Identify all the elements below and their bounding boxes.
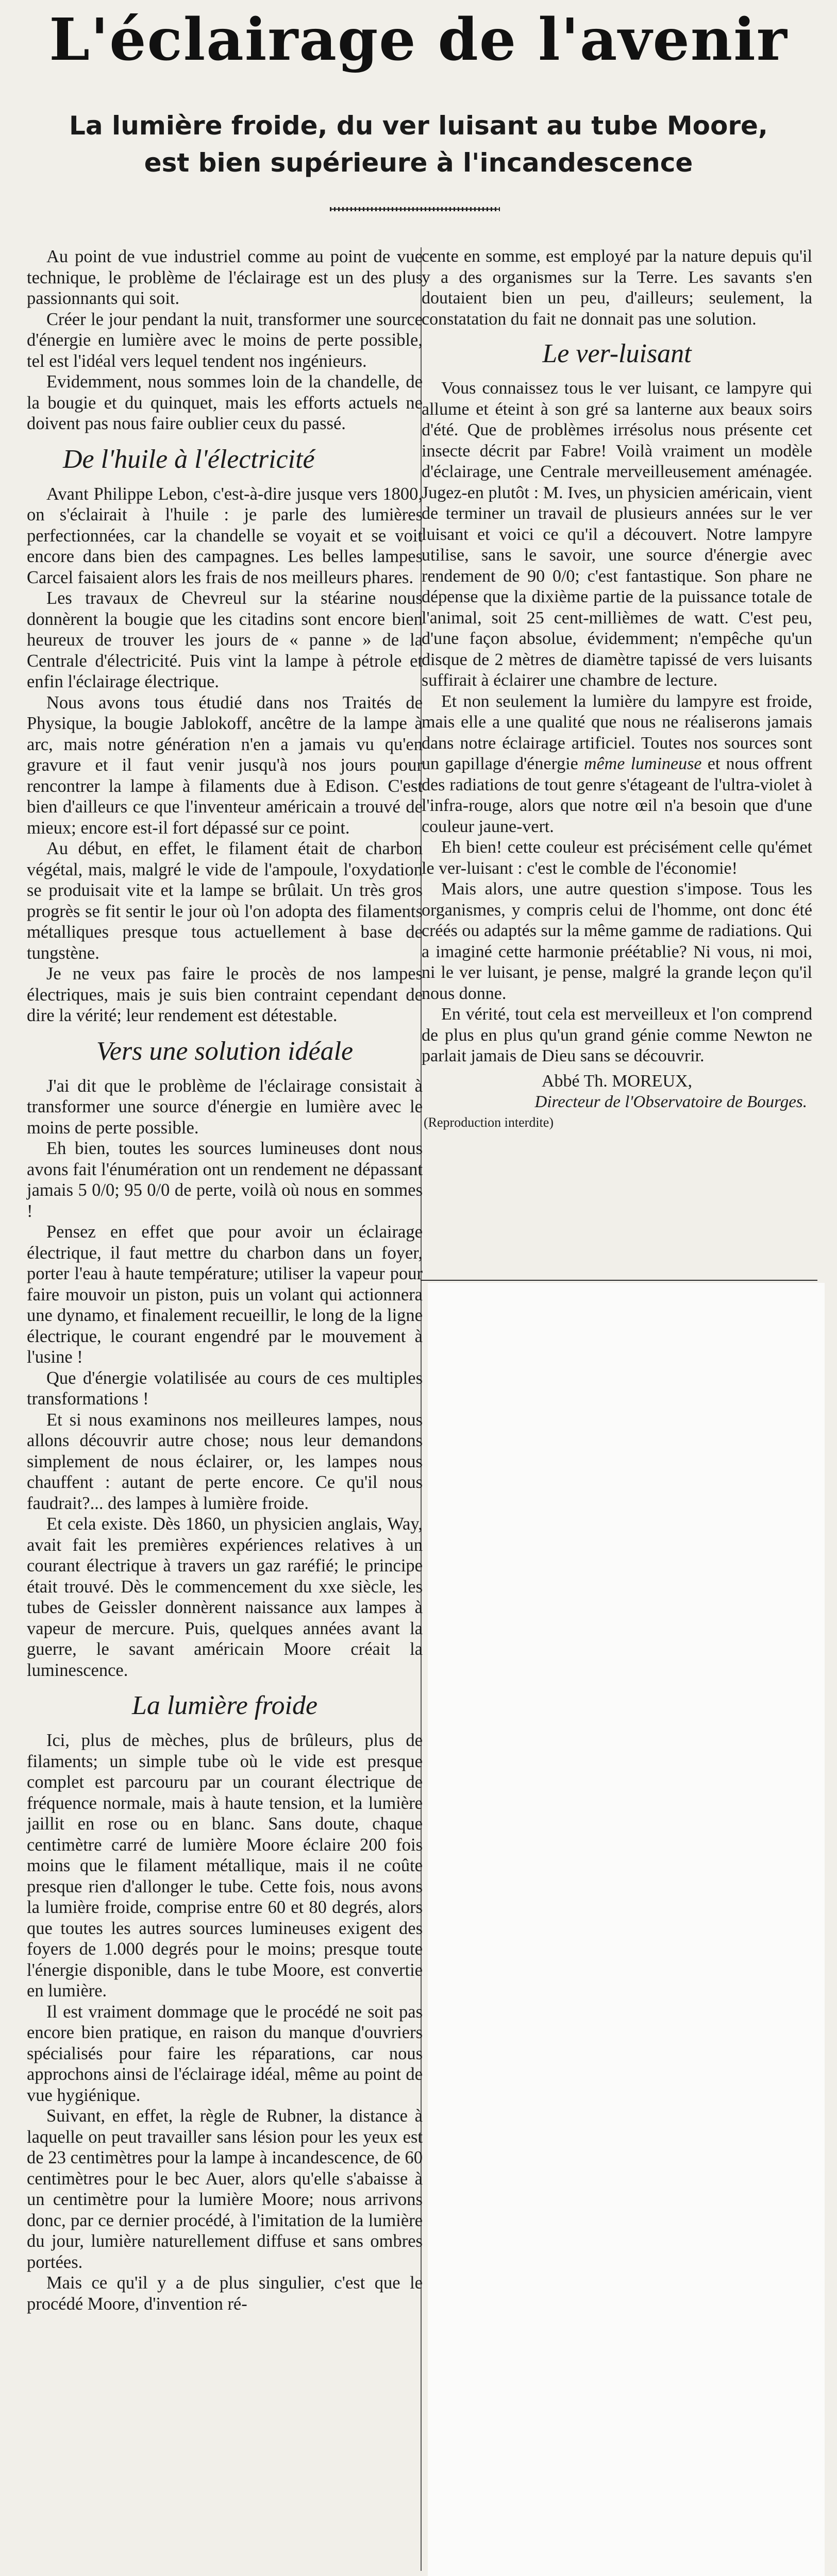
paragraph: Pensez en effet que pour avoir un éclairage électrique, il faut mettre du charbon dans un foyer, porter l'eau à haute température; utiliser la vapeur pour faire mouvoir un piston, puis un volant qui actionnera une dynamo, et finalement recueillir, le long de la ligne électrique, le courant engendré par le mouvement à l'usine ! xyxy=(27,1222,423,1367)
paragraph: Et si nous examinons nos meilleures lampes, nous allons découvrir autre chose; nous leur demandons simplement de nous éclairer, or, les lampes nous chauffent : autant de perte encore. Ce qu'il nous faudrait?... des lampes à lumière froide. xyxy=(27,1410,423,1513)
author-role: Directeur de l'Observatoire de Bourges. xyxy=(534,1092,807,1111)
paragraph: Mais alors, une autre question s'impose. Tous les organismes, y compris celui de l'homme, ont donc été créés ou adaptés sur la même gamme de radiations. Qui a imaginé cette harmonie préétablie? Ni vous, ni moi, ni le ver luisant, je pense, malgré la grande leçon qu'il nous donne. xyxy=(422,879,812,1003)
paragraph: Eh bien! cette couleur est précisément celle qu'émet le ver-luisant : c'est le comble de l'économie! xyxy=(422,838,812,878)
paragraph: Eh bien, toutes les sources lumineuses dont nous avons fait l'énumération ont un rendement ne dépassant jamais 5 0/0; 95 0/0 de perte, voilà où nous en sommes ! xyxy=(27,1139,423,1221)
column-right xyxy=(422,246,812,1133)
paragraph: Vous connaissez tous le ver luisant, ce lampyre qui allume et éteint à son gré sa lanterne aux beaux soirs d'été. Que de problèmes irrésolus nous présente cet insecte décrit par Fabre! Voilà vraiment un modèle d'éclairage, une Centrale merveilleusement aménagée. Jugez-en plutôt : M. Ives, un physicien américain, vient de terminer un travail de plusieurs années sur le ver luisant et voici ce qu'il a découvert. Notre lampyre utilise, sans le savoir, une source d'énergie avec rendement de 90 0/0; c'est fantastique. Son phare ne dépense que la dixième partie de la puissance totale de l'animal, soit 25 cent-millièmes de watt. C'est peu, d'une façon absolue, évidemment; n'empêche qu'un disque de 2 mètres de diamètre tapissé de vers luisants suffirait à éclairer une chambre de lecture. xyxy=(422,379,812,690)
section-heading: La lumière froide xyxy=(131,1691,318,1720)
paragraph: Evidemment, nous sommes loin de la chandelle, de la bougie et du quinquet, mais les efforts actuels ne doivent pas nous faire oublier ceux du passé. xyxy=(27,372,423,433)
paragraph: J'ai dit que le problème de l'éclairage consistait à transformer une source d'énergie en lumière avec le moins de perte possible. xyxy=(27,1076,423,1138)
blank-area xyxy=(428,1283,825,2576)
paragraph: Au point de vue industriel comme au point de vue technique, le problème de l'éclairage est un des plus passionnants qui soit. xyxy=(27,247,423,308)
section-heading: Vers une solution idéale xyxy=(96,1036,354,1066)
paragraph: cente en somme, est employé par la nature depuis qu'il y a des organismes sur la Terre. Les savants s'en doutaient bien un peu, d'ailleurs; seulement, la constatation du fait ne donnait pas une solution. xyxy=(422,247,812,329)
paragraph: Avant Philippe Lebon, c'est-à-dire jusque vers 1800, on s'éclairait à l'huile : je parle des lumières perfectionnées, car la chandelle se voyait et se voit encore dans bien des campagnes. Les belles lampes Carcel faisaient alors les frais de nos meilleurs phares. xyxy=(27,484,423,587)
paragraph: Au début, en effet, le filament était de charbon végétal, mais, malgré le vide de l'ampoule, l'oxydation se produisait vite et la lampe se brûlait. Un très gros progrès se fit sentir le jour où l'on adopta des filaments métalliques presque tous actuellement à base de tungstène. xyxy=(27,839,423,963)
paragraph: Créer le jour pendant la nuit, transformer une source d'énergie en lumière avec le moins de perte possible, tel est l'idéal vers lequel tendent nos ingénieurs. xyxy=(27,309,423,371)
subtitle-line-2: est bien supérieure à l'incandescence xyxy=(144,148,693,178)
article-title: L'éclairage de l'avenir xyxy=(49,6,788,74)
paragraph: Mais ce qu'il y a de plus singulier, c'est que le procédé Moore, d'invention ré- xyxy=(27,2273,423,2314)
paragraph: Suivant, en effet, la règle de Rubner, la distance à laquelle on peut travailler sans lésion pour les yeux est de 23 centimètres pour la lampe à incandescence, de 60 centimètres pour le bec Auer, alors qu'elle s'abaisse à un centimètre pour la lumière Moore; nous arrivons donc, par ce dernier procédé, à l'imitation de la lumière du jour, lumière naturellement diffuse et sans ombres portées. xyxy=(27,2106,423,2272)
column-left xyxy=(27,246,423,2314)
paragraph: Nous avons tous étudié dans nos Traités de Physique, la bougie Jablokoff, ancêtre de la lampe à arc, mais notre génération n'en a jamais vu qu'en gravure et il faut venir jusqu'à nos jours pour rencontrer la lampe à filaments due à Edison. C'est bien d'ailleurs ce que l'inventeur américain a trouvé de mieux; encore est-il fort dépassé sur ce point. xyxy=(27,692,423,838)
section-heading: De l'huile à l'électricité xyxy=(63,444,315,474)
text-run: Et non seulement la lumière du lampyre est froide, mais elle a une qualité que nous ne réaliserons jamais dans notre éclairage artificiel. Toutes nos sources sont un gapillage d'énergie xyxy=(422,691,812,773)
paragraph: Ici, plus de mèches, plus de brûleurs, plus de filaments; un simple tube où le vide est presque complet est parcouru par un courant électrique de fréquence normale, mais à haute tension, et la lumière jaillit en rose ou en blanc. Sans doute, chaque centimètre carré de lumière Moore éclaire 200 fois moins que le filament métallique, mais il ne coûte presque rien d'allonger le tube. Cette fois, nous avons la lumière froide, comprise entre 60 et 80 degrés, alors que toutes les autres sources lumineuses exigent des foyers de 1.000 degrés pour le moins; presque toute l'énergie disponible, dans le tube Moore, est convertie en lumière. xyxy=(27,1731,423,2001)
section-heading: Le ver-luisant xyxy=(542,339,692,368)
paragraph xyxy=(422,691,812,838)
emphasis: même lumineuse xyxy=(584,754,702,773)
paragraph: En vérité, tout cela est merveilleux et l'on comprend de plus en plus qu'un grand génie comme Newton ne parlait jamais de Dieu sans se découvrir. xyxy=(422,1005,812,1065)
paragraph: Il est vraiment dommage que le procédé ne soit pas encore bien pratique, en raison du manque d'ouvriers spécialisés pour faire les réparations, car nous approchons ainsi de l'éclairage idéal, même au point de vue hygiénique. xyxy=(27,2002,423,2105)
paragraph: Que d'énergie volatilisée au cours de ces multiples transformations ! xyxy=(27,1368,423,1409)
article-end-rule xyxy=(421,1280,817,1281)
subtitle-line-1: La lumière froide, du ver luisant au tube Moore, xyxy=(69,111,768,141)
author-signature: Abbé Th. MOREUX, xyxy=(541,1071,693,1091)
article-subtitle xyxy=(31,107,806,181)
reproduction-note: (Reproduction interdite) xyxy=(424,1114,554,1130)
ornamental-rule xyxy=(330,206,500,212)
text-run: et nous offrent des radiations de tout genre s'étageant de l'ultra-violet à l'infra-rouge, alors que notre œil n'a besoin que d'une couleur jaune-vert. xyxy=(422,754,812,836)
paragraph: Et cela existe. Dès 1860, un physicien anglais, Way, avait fait les premières expériences relatives à un courant électrique à travers un gaz raréfié; le principe était trouvé. Dès le commencement du xxe siècle, les tubes de Geissler donnèrent naissance aux lampes à vapeur de mercure. Puis, quelques années avant la guerre, le savant américain Moore créait la luminescence. xyxy=(27,1514,423,1680)
paragraph: Je ne veux pas faire le procès de nos lampes électriques, mais je suis bien contraint cependant de dire la vérité; leur rendement est détestable. xyxy=(27,964,423,1025)
paragraph: Les travaux de Chevreul sur la stéarine nous donnèrent la bougie que les citadins sont encore bien heureux de trouver les jours de « panne » de la Centrale d'électricité. Puis vint la lampe à pétrole et enfin l'éclairage électrique. xyxy=(27,588,423,691)
